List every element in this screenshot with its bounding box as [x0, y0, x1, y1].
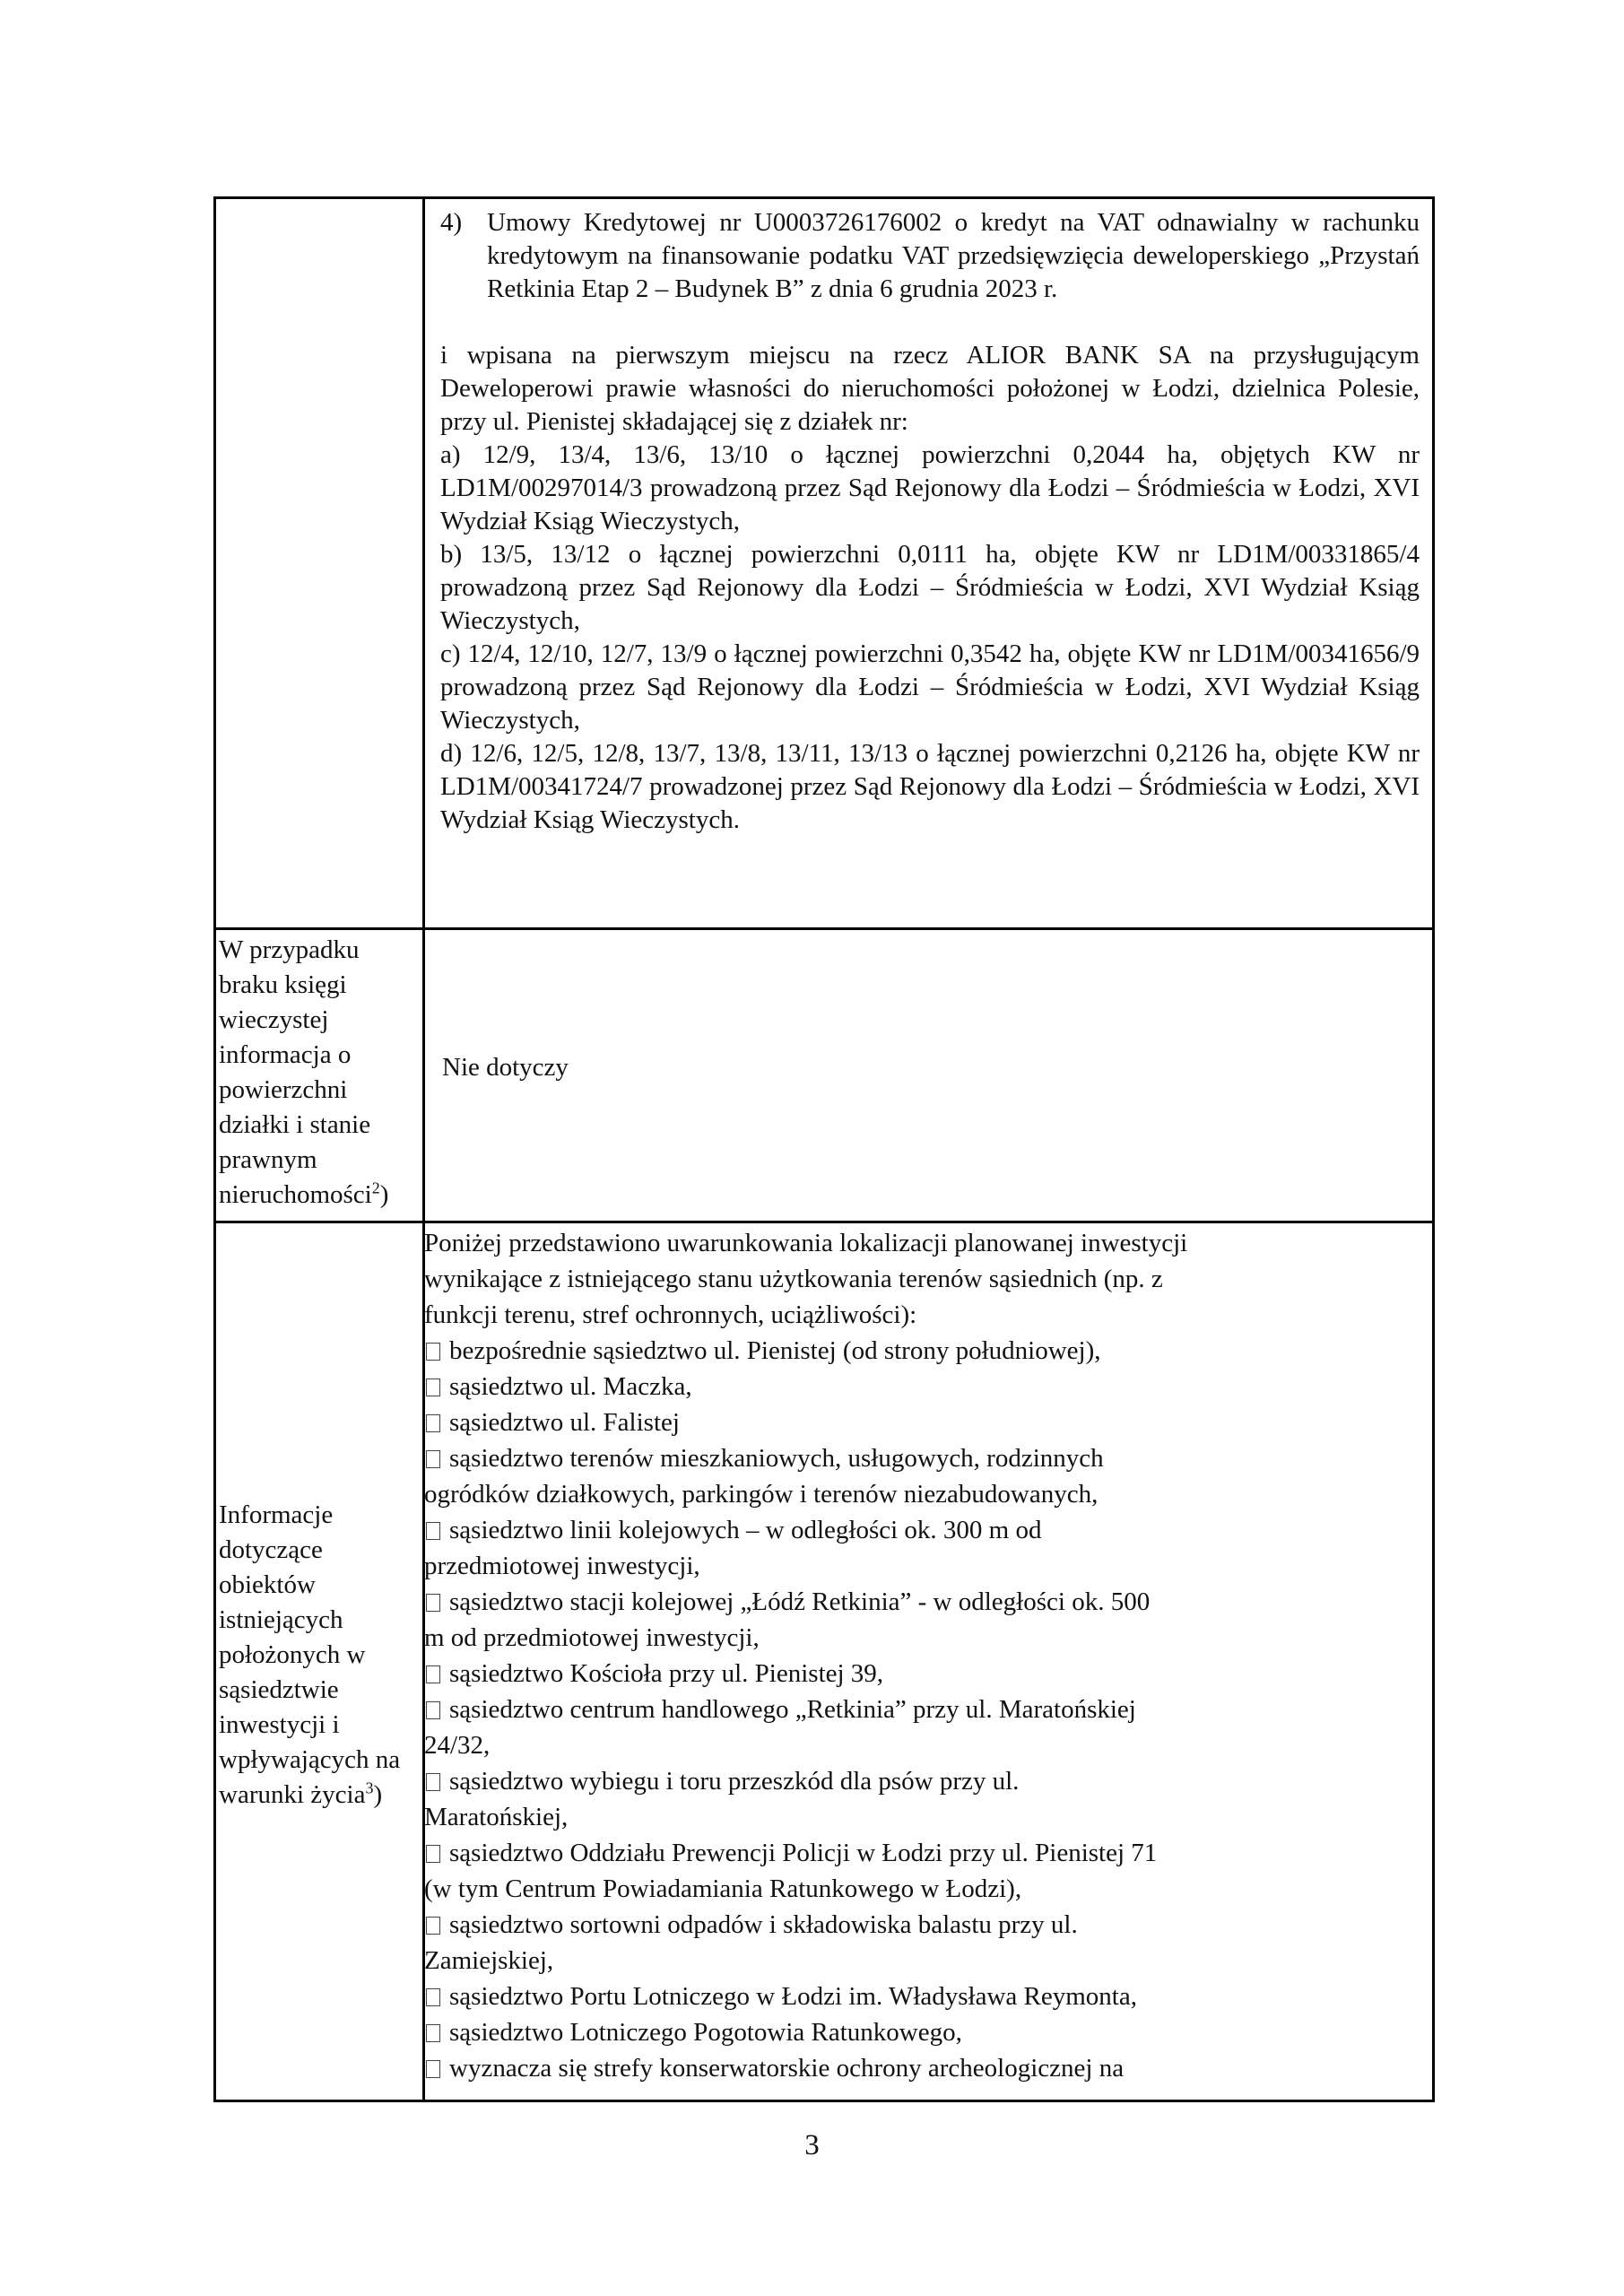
- line-text: wynikające z istniejącego stanu użytkowania terenów sąsiednich (np. z: [424, 1265, 1163, 1293]
- text-line: [424, 1799, 1321, 1835]
- checklist-item: [424, 1584, 1321, 1620]
- line-text: wyznacza się strefy konserwatorskie ochrony archeologicznej na: [449, 2054, 1125, 2083]
- checklist-item: [424, 2014, 1321, 2050]
- text-line: [424, 1225, 1321, 1261]
- checkbox-icon: [426, 1701, 440, 1719]
- checkbox-icon: [426, 1522, 440, 1540]
- parcel-item: a) 12/9, 13/4, 13/6, 13/10 o łącznej powierzchni 0,2044 ha, objętych KW nr LD1M/00297014/3 prowadzoną przez Sąd Rejonowy dla Łodzi – Śródmieścia w Łodzi, XVI Wydział Ksiąg Wieczystych,: [440, 440, 1420, 535]
- label-text: warunki życia: [219, 1780, 366, 1809]
- parcel-item: c) 12/4, 12/10, 12/7, 13/9 o łącznej powierzchni 0,3542 ha, objęte KW nr LD1M/00341656/9 prowadzoną przez Sąd Rejonowy dla Łodzi – Śródmieścia w Łodzi, XVI Wydział Ksiąg Wieczystych,: [440, 639, 1420, 735]
- label-line: istniejących: [219, 1605, 343, 1634]
- text-line: [424, 1297, 1321, 1333]
- no-registry-value: Nie dotyczy: [442, 1053, 569, 1082]
- line-text: sąsiedztwo ul. Falistej: [449, 1408, 680, 1437]
- text-line: [424, 1261, 1321, 1297]
- checklist-item: [424, 2050, 1321, 2086]
- line-text: Maratońskiej,: [424, 1803, 569, 1831]
- line-text: przedmiotowej inwestycji,: [424, 1552, 700, 1580]
- checklist-item: [424, 1333, 1321, 1369]
- line-text: sąsiedztwo centrum handlowego „Retkinia” przy ul. Maratońskiej: [449, 1695, 1136, 1724]
- line-text: bezpośrednie sąsiedztwo ul. Pienistej (od strony południowej),: [449, 1336, 1101, 1365]
- checkbox-icon: [426, 1343, 440, 1361]
- checklist-item: [424, 1512, 1321, 1548]
- page-number: 3: [804, 2129, 820, 2161]
- checkbox-icon: [426, 1378, 440, 1396]
- label-line: działki i stanie: [219, 1110, 371, 1139]
- checkbox-icon: [426, 1450, 440, 1468]
- line-text: sąsiedztwo ul. Maczka,: [449, 1372, 692, 1401]
- label-suffix: ): [379, 1180, 389, 1209]
- footnote-ref: 3: [365, 1779, 374, 1797]
- line-text: sąsiedztwo Lotniczego Pogotowia Ratunkowego,: [449, 2018, 962, 2047]
- row-divider-2: [216, 1221, 1432, 1223]
- checklist-item: [424, 1835, 1321, 1871]
- text-line: [424, 1476, 1321, 1512]
- line-text: sąsiedztwo stacji kolejowej „Łódź Retkinia” - w odległości ok. 500: [449, 1587, 1151, 1616]
- checklist-item: [424, 1440, 1321, 1476]
- label-text: nieruchomości: [219, 1180, 372, 1209]
- line-text: Zamiejskiej,: [424, 1946, 554, 1975]
- checklist-item: [424, 1907, 1321, 1943]
- parcel-item: d) 12/6, 12/5, 12/8, 13/7, 13/8, 13/11, 13/13 o łącznej powierzchni 0,2126 ha, objęte KW nr LD1M/00341724/7 prowadzonej przez Sąd Rejonowy dla Łodzi – Śródmieścia w Łodzi, XVI Wydział Ksiąg Wieczystych.: [440, 739, 1420, 834]
- checklist-item: [424, 1656, 1321, 1692]
- footnote-ref: 2: [371, 1178, 380, 1197]
- checkbox-icon: [426, 2024, 440, 2042]
- document-table: [213, 196, 1435, 2102]
- checkbox-icon: [426, 1665, 440, 1683]
- checkbox-icon: [426, 1988, 440, 2006]
- security-description-cell: [440, 199, 1420, 837]
- label-line: położonych w: [219, 1640, 366, 1669]
- label-suffix: ): [373, 1780, 383, 1809]
- text-line: [424, 1620, 1321, 1656]
- text-line: [424, 1727, 1321, 1763]
- label-line: sąsiedztwie: [219, 1675, 339, 1704]
- parcel-item: b) 13/5, 13/12 o łącznej powierzchni 0,0111 ha, objęte KW nr LD1M/00331865/4 prowadzoną przez Sąd Rejonowy dla Łodzi – Śródmieścia w Łodzi, XVI Wydział Ksiąg Wieczystych,: [440, 540, 1420, 635]
- loan-item-text: Umowy Kredytowej nr U0003726176002 o kredyt na VAT odnawialny w rachunku kredytowym na finansowanie podatku VAT przedsięwzięcia deweloperskiego „Przystań Retkinia Etap 2 – Budynek B” z dnia 6 grudnia 2023 r.: [487, 208, 1420, 303]
- mortgage-intro: i wpisana na pierwszym miejscu na rzecz ALIOR BANK SA na przysługującym Deweloperowi prawie własności do nieruchomości położonej w Łodzi, dzielnica Polesie, przy ul. Pienistej składającej się z działek nr:: [440, 341, 1420, 436]
- checklist-item: [424, 1763, 1321, 1799]
- text-line: [424, 1871, 1321, 1907]
- label-line: dotyczące: [219, 1535, 323, 1564]
- label-line: wpływających na: [219, 1745, 401, 1774]
- line-text: 24/32,: [424, 1731, 491, 1760]
- checkbox-icon: [426, 1917, 440, 1935]
- checklist-item: [424, 1979, 1321, 2014]
- label-line: [216, 1778, 419, 1813]
- line-text: (w tym Centrum Powiadamiania Ratunkowego w Łodzi),: [424, 1874, 1022, 1903]
- no-registry-label: [216, 933, 419, 1213]
- checkbox-icon: [426, 1773, 440, 1791]
- line-text: sąsiedztwo sortowni odpadów i składowiska balastu przy ul.: [449, 1910, 1078, 1939]
- line-text: sąsiedztwo linii kolejowych – w odległości ok. 300 m od: [449, 1516, 1042, 1544]
- checklist-item: [424, 1692, 1321, 1727]
- line-text: ogródków działkowych, parkingów i terenów niezabudowanych,: [424, 1480, 1099, 1509]
- label-line: obiektów: [219, 1570, 316, 1599]
- checkbox-icon: [426, 1414, 440, 1432]
- text-line: [424, 1548, 1321, 1584]
- label-line: prawnym: [219, 1145, 317, 1174]
- loan-item: [440, 206, 1420, 306]
- line-text: sąsiedztwo Oddziału Prewencji Policji w Łodzi przy ul. Pienistej 71: [449, 1839, 1158, 1867]
- line-text: sąsiedztwo wybiegu i toru przeszkód dla psów przy ul.: [449, 1767, 1020, 1796]
- label-line: inwestycji i: [219, 1710, 340, 1739]
- label-line: [216, 1178, 419, 1213]
- line-text: funkcji terenu, stref ochronnych, uciążliwości):: [424, 1300, 917, 1329]
- line-text: Poniżej przedstawiono uwarunkowania lokalizacji planowanej inwestycji: [424, 1229, 1188, 1257]
- checkbox-icon: [426, 1845, 440, 1863]
- checklist-item: [424, 1369, 1321, 1405]
- text-line: [424, 1943, 1321, 1979]
- checkbox-icon: [426, 1594, 440, 1612]
- line-text: sąsiedztwo terenów mieszkaniowych, usługowych, rodzinnych: [449, 1444, 1104, 1473]
- checklist-item: [424, 1405, 1321, 1440]
- label-line: informacja o: [219, 1040, 352, 1069]
- label-line: Informacje: [219, 1500, 334, 1529]
- row-divider-1: [216, 927, 1432, 930]
- line-text: m od przedmiotowej inwestycji,: [424, 1623, 760, 1652]
- label-line: braku księgi: [219, 970, 347, 999]
- line-text: sąsiedztwo Kościoła przy ul. Pienistej 39,: [449, 1659, 884, 1688]
- label-line: W przypadku: [219, 935, 360, 964]
- line-text: sąsiedztwo Portu Lotniczego w Łodzi im. Władysława Reymonta,: [449, 1982, 1137, 2011]
- neighbourhood-list: [424, 1225, 1321, 2086]
- label-line: powierzchni: [219, 1075, 348, 1104]
- loan-item-number: 4): [440, 208, 463, 237]
- neighbourhood-label: [216, 1498, 419, 1813]
- label-line: wieczystej: [219, 1005, 329, 1034]
- checkbox-icon: [426, 2060, 440, 2078]
